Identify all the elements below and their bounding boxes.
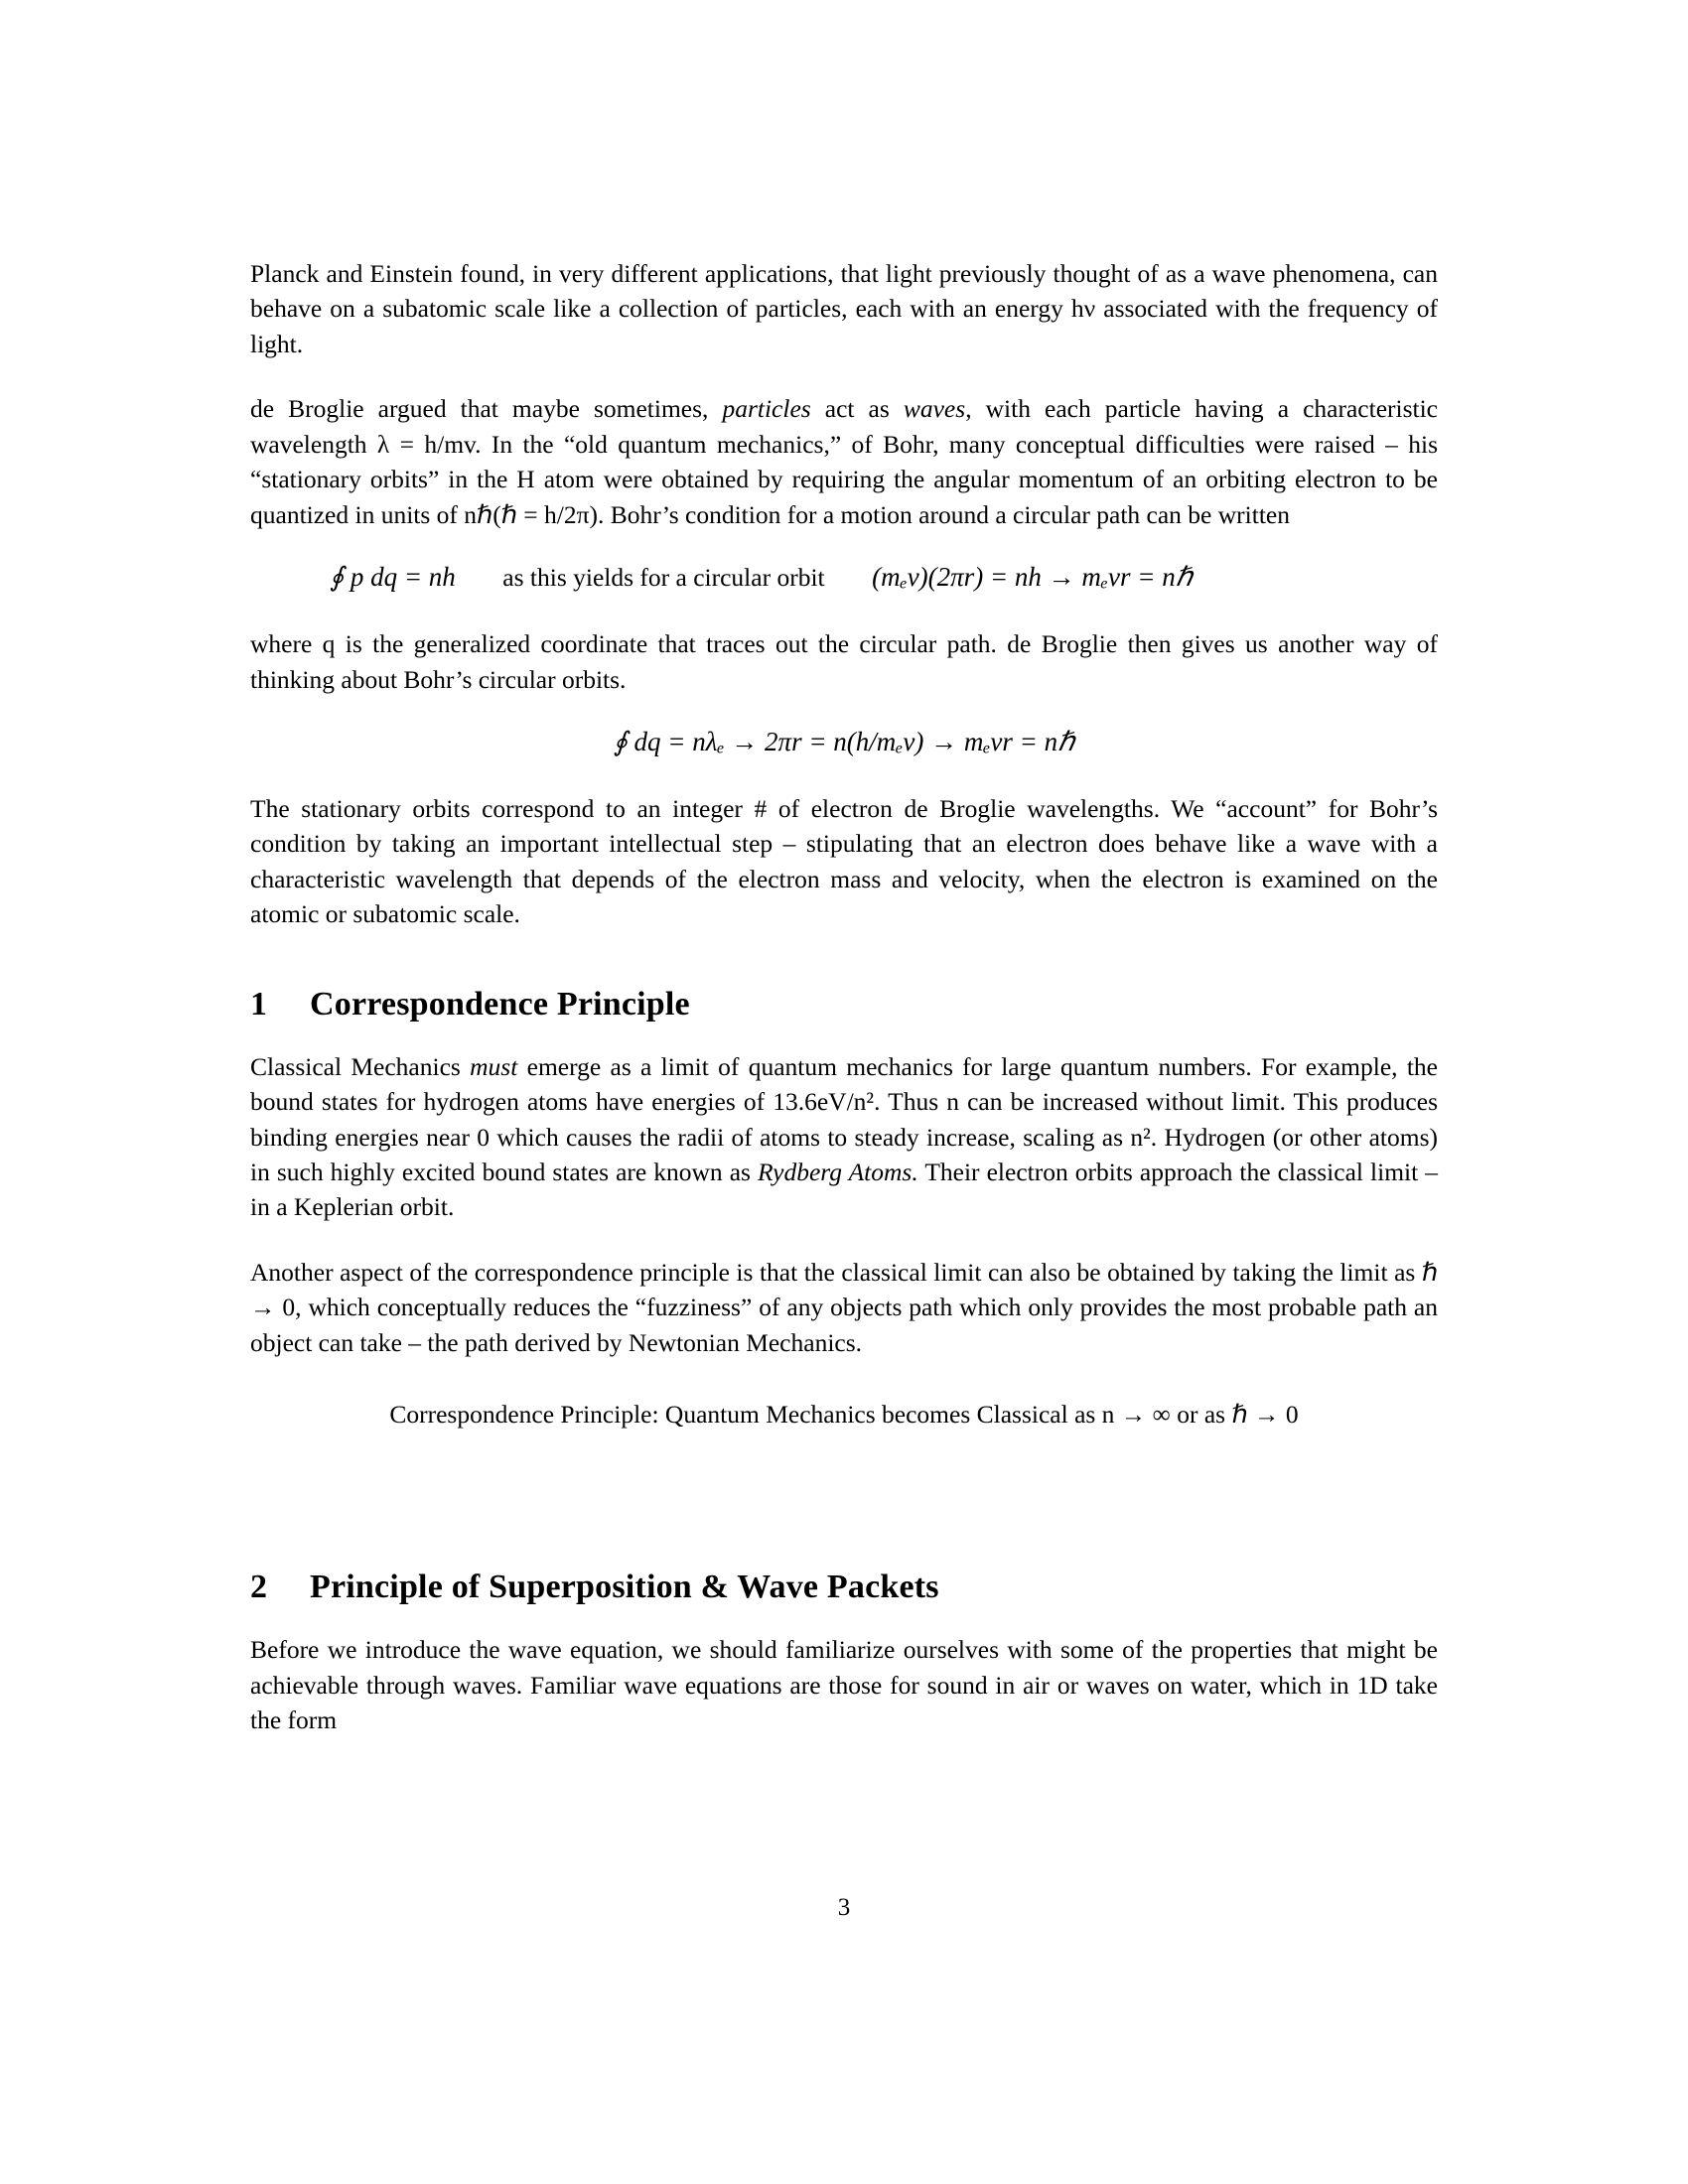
- statement-text: Correspondence Principle: Quantum Mechanics becomes Classical as n → ∞ or as ℏ → 0: [389, 1400, 1299, 1430]
- page-content: [250, 256, 1438, 1768]
- emphasis-rydberg-atoms: Rydberg Atoms.: [758, 1158, 918, 1186]
- paragraph-planck-einstein: [250, 256, 1438, 361]
- section-number: 2: [250, 1569, 268, 1606]
- paragraph-text: Planck and Einstein found, in very different applications, that light previously thought of as a wave phenomena, can behave on a subatomic scale like a collection of particles, each with an energy hν associated with the frequency of light.: [250, 259, 1438, 358]
- equation-inline-text: as this yields for a circular orbit: [502, 563, 825, 593]
- paragraph-text-part-1: de Broglie argued that maybe sometimes,: [250, 394, 723, 424]
- paragraph-text: The stationary orbits correspond to an integer # of electron de Broglie wavelengths. We “account” for Bohr’s condition by taking an important intellectual step – stipulating that an electron does behave like a wave with a characteristic wavelength that depends of the electron mass and velocity, when the electron is examined on the atomic or subatomic scale.: [250, 793, 1438, 929]
- section-heading-2: [250, 1569, 1438, 1606]
- paragraph-text: where q is the generalized coordinate that traces out the circular path. de Broglie then gives us another way of thinking about Bohr’s circular orbits.: [250, 629, 1438, 694]
- section-title: Correspondence Principle: [310, 985, 690, 1023]
- paragraph-classical-mechanics: [250, 1049, 1438, 1225]
- paragraph-stationary-orbits: [250, 791, 1438, 932]
- paragraph-wave-equation-intro: [250, 1632, 1438, 1737]
- vertical-spacer: [250, 1430, 1438, 1515]
- section-heading-1: [250, 986, 1438, 1024]
- paragraph-text-part-1: Classical Mechanics: [250, 1051, 471, 1081]
- paragraph-text-part-2: emerge as a limit of quantum mechanics for large quantum numbers. For example, the bound states for hydrogen atoms have energies of 13.6eV/n². Thus n can be increased without limit. This produces binding energies near 0 which causes the radii of atoms to steady increase, scaling as n². Hydrogen (or other atoms) in such highly excited bound states are known as: [250, 1051, 1438, 1186]
- equation-right-side: (mₑv)(2πr) = nh → mₑvr = nℏ: [872, 562, 1193, 593]
- paragraph-text: Another aspect of the correspondence principle is that the classical limit can also be obtained by taking the limit as ℏ → 0, which conceptually reduces the “fuzziness” of any objects path which only provides the most probable path an object can take – the path derived by Newtonian Mechanics.: [250, 1257, 1438, 1357]
- paragraph-generalized-coordinate: [250, 626, 1438, 697]
- equation-body: ∮ dq = nλₑ → 2πr = n(h/mₑv) → mₑvr = nℏ: [613, 726, 1075, 756]
- equation-left-side: ∮ p dq = nh: [330, 562, 456, 593]
- paragraph-text-part-3: , with each particle having a characteristic wavelength λ = h/mv. In the “old quantum mechanics,” of Bohr, many conceptual difficulties were raised – his “stationary orbits” in the H atom were obtained by requiring the angular momentum of an orbiting electron to be quantized in units of nℏ(ℏ = h/2π). Bohr’s condition for a motion around a circular path can be written: [250, 394, 1439, 529]
- paragraph-classical-limit: [250, 1255, 1438, 1360]
- page-number: 3: [837, 1894, 851, 1921]
- section-title: Principle of Superposition & Wave Packets: [310, 1569, 939, 1606]
- equation-bohr-condition: [250, 562, 1438, 593]
- paragraph-text-part-3: Their electron orbits approach the classical limit – in a Keplerian orbit.: [250, 1158, 1439, 1222]
- paragraph-text: Before we introduce the wave equation, we should familiarize ourselves with some of the properties that might be achievable through waves. Familiar wave equations are those for sound in air or waves on water, which in 1D take the form: [250, 1635, 1438, 1735]
- emphasis-particles: particles: [722, 394, 811, 424]
- equation-de-broglie-orbit: [250, 727, 1438, 757]
- section-number: 1: [250, 985, 268, 1023]
- correspondence-principle-statement: [250, 1400, 1438, 1430]
- paragraph-de-broglie: [250, 391, 1438, 532]
- emphasis-waves: waves: [903, 394, 966, 424]
- paragraph-text-part-2: act as: [810, 394, 904, 424]
- emphasis-must: must: [470, 1051, 518, 1081]
